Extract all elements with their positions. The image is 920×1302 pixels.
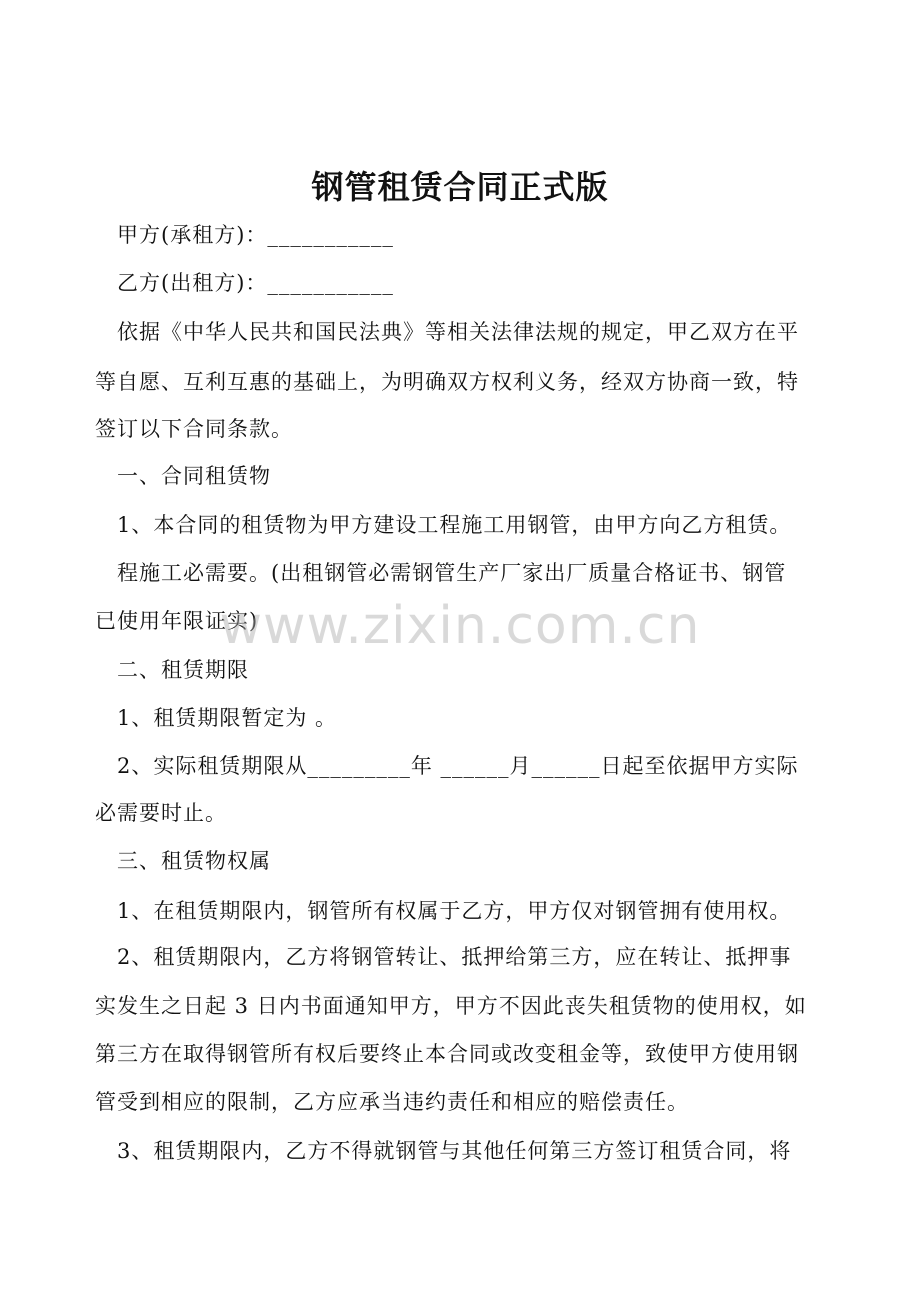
paragraph-line: 3、租赁期限内，乙方不得就钢管与其他任何第三方签订租赁合同，将	[95, 1139, 792, 1163]
document-title: 钢管租赁合同正式版	[311, 168, 609, 206]
paragraph-line: 必需要时止。	[95, 801, 227, 825]
paragraph-line: 签订以下合同条款。	[95, 417, 293, 441]
paragraph-line: 等自愿、互利互惠的基础上，为明确双方权利义务，经双方协商一致，特	[95, 370, 799, 394]
paragraph-line: 依据《中华人民共和国民法典》等相关法律法规的规定，甲乙双方在平	[95, 320, 799, 344]
paragraph-line: 1、租赁期限暂定为 。	[95, 706, 338, 730]
paragraph-line: 2、实际租赁期限从_________年 ______月______日起至依据甲方实际	[95, 754, 799, 778]
paragraph-line: 2、租赁期限内，乙方将钢管转让、抵押给第三方，应在转让、抵押事	[95, 945, 792, 969]
party-b-line: 乙方(出租方)：___________	[95, 271, 394, 295]
paragraph-line: 1、本合同的租赁物为甲方建设工程施工用钢管，由甲方向乙方租赁。	[95, 513, 792, 537]
party-a-line: 甲方(承租方)：___________	[95, 223, 394, 247]
paragraph-line: 第三方在取得钢管所有权后要终止本合同或改变租金等，致使甲方使用钢	[95, 1042, 799, 1066]
section-heading: 二、租赁期限	[95, 658, 249, 682]
section-heading: 三、租赁物权属	[95, 849, 271, 873]
watermark: www.zixin.com.cn	[219, 596, 701, 656]
paragraph-line: 1、在租赁期限内，钢管所有权属于乙方，甲方仅对钢管拥有使用权。	[95, 899, 792, 923]
paragraph-line: 程施工必需要。(出租钢管必需钢管生产厂家出厂质量合格证书、钢管	[95, 561, 787, 585]
paragraph-line: 已使用年限证实)	[95, 609, 259, 633]
paragraph-line: 管受到相应的限制，乙方应承当违约责任和相应的赔偿责任。	[95, 1090, 689, 1114]
section-heading: 一、合同租赁物	[95, 464, 271, 488]
paragraph-line: 实发生之日起 3 日内书面通知甲方，甲方不因此丧失租赁物的使用权，如	[95, 994, 807, 1018]
